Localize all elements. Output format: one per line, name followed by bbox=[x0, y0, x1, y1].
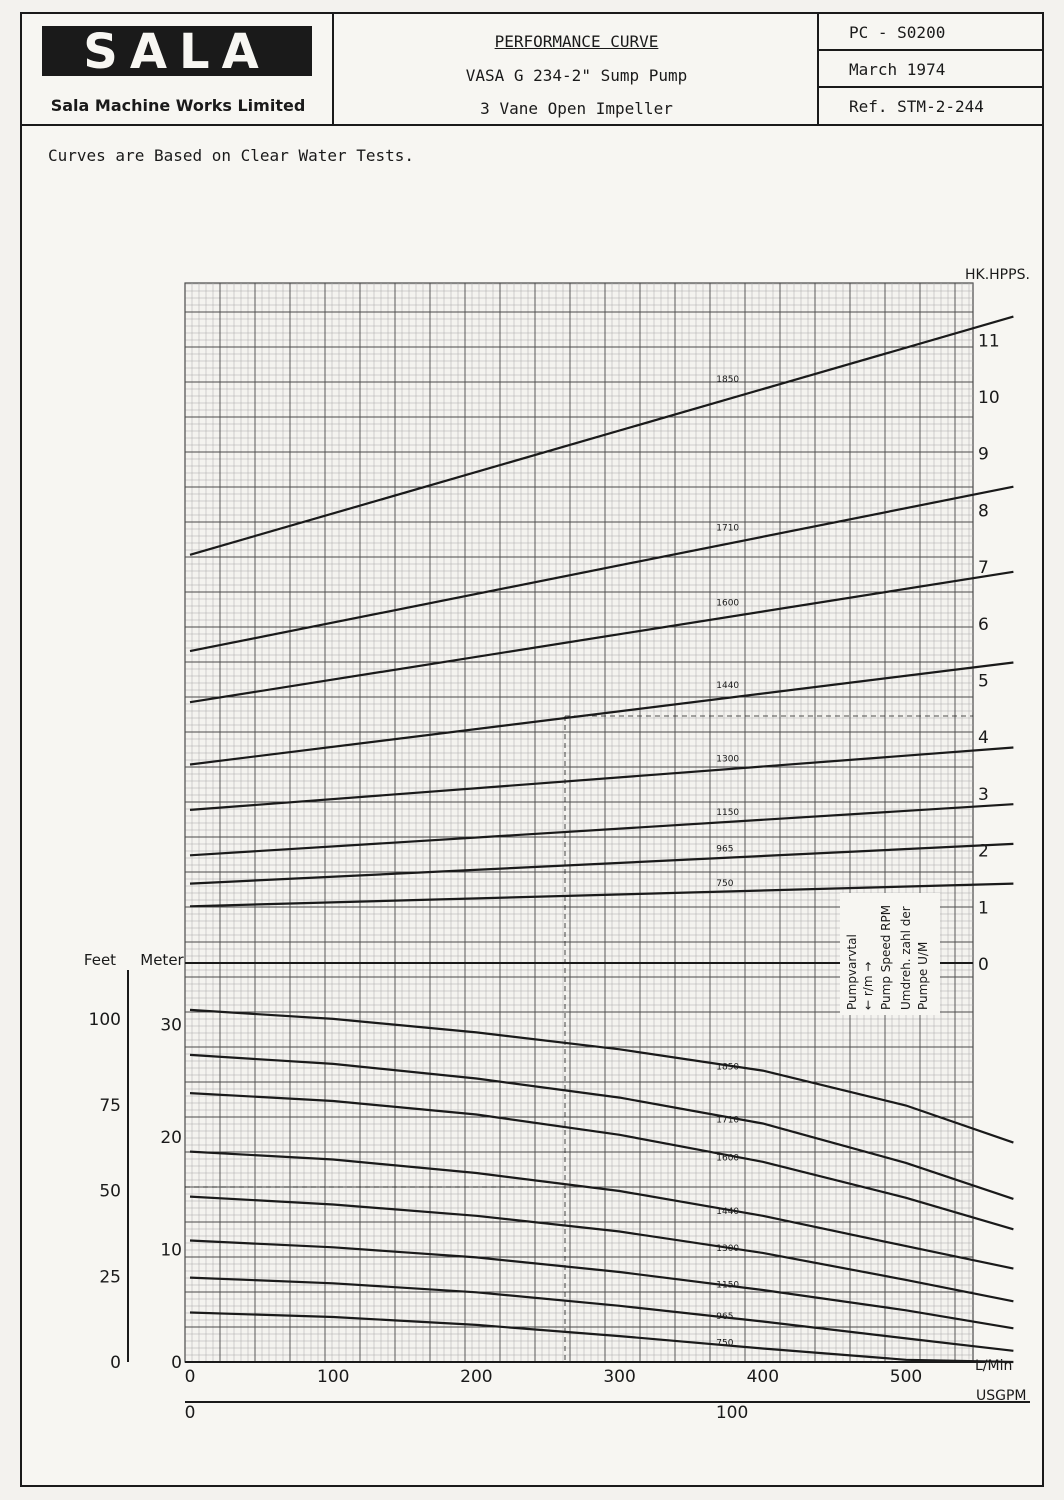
power-curve-label: 965 bbox=[716, 844, 734, 855]
document-code: PC - S0200 bbox=[819, 14, 1042, 51]
head-curve-label: 1710 bbox=[716, 1115, 740, 1126]
document-date: March 1974 bbox=[819, 51, 1042, 88]
power-curve-label: 1710 bbox=[716, 523, 740, 534]
power-tick-label: 6 bbox=[978, 614, 989, 635]
meter-axis-label: Meter bbox=[140, 951, 184, 969]
impeller-type: 3 Vane Open Impeller bbox=[480, 99, 673, 118]
head-curve-label: 1150 bbox=[716, 1280, 740, 1291]
power-tick-label: 5 bbox=[978, 671, 989, 692]
power-tick-label: 1 bbox=[978, 898, 989, 919]
head-curve-label: 750 bbox=[716, 1338, 734, 1349]
head-curve-label: 1440 bbox=[716, 1207, 740, 1218]
pump-model: VASA G 234-2" Sump Pump bbox=[465, 66, 688, 85]
head-curve-label: 1300 bbox=[716, 1244, 740, 1255]
power-curve-label: 1150 bbox=[716, 808, 740, 819]
power-tick-label: 10 bbox=[978, 388, 1000, 408]
x-tick-label: 200 bbox=[460, 1367, 493, 1387]
feet-tick-label: 100 bbox=[88, 1010, 121, 1031]
power-tick-label: 9 bbox=[978, 444, 989, 465]
feet-tick-label: 75 bbox=[99, 1095, 121, 1116]
x-tick-label: 100 bbox=[316, 1367, 350, 1387]
feet-tick-label: 50 bbox=[99, 1181, 121, 1202]
feet-axis-label: Feet bbox=[83, 951, 117, 969]
power-curve-label: 1300 bbox=[716, 754, 740, 765]
power-axis-label: HK.HPPS. bbox=[965, 267, 1030, 283]
power-curve-label: 1440 bbox=[716, 681, 740, 692]
power-curve-label: 1600 bbox=[716, 598, 740, 609]
usgpm-tick-label: 0 bbox=[184, 1403, 196, 1423]
power-tick-label: 7 bbox=[978, 558, 989, 579]
power-curve-label: 750 bbox=[716, 879, 734, 890]
test-note: Curves are Based on Clear Water Tests. bbox=[48, 146, 415, 165]
speed-legend-line: Pump Speed RPM bbox=[879, 904, 893, 1010]
power-tick-label: 2 bbox=[978, 841, 989, 862]
x-axis-unit-label: L/Min bbox=[975, 1358, 1013, 1374]
head-curve-label: 1850 bbox=[716, 1062, 740, 1073]
speed-legend-line: Pumpvarvtal bbox=[845, 934, 859, 1010]
power-tick-label: 0 bbox=[978, 955, 989, 975]
company-name: Sala Machine Works Limited bbox=[50, 96, 306, 115]
power-curve-label: 1850 bbox=[716, 374, 740, 385]
document-reference: Ref. STM-2-244 bbox=[849, 97, 984, 116]
power-tick-label: 11 bbox=[978, 331, 1000, 352]
feet-tick-label: 0 bbox=[110, 1353, 121, 1373]
power-tick-label: 8 bbox=[978, 501, 989, 522]
document-title: PERFORMANCE CURVE bbox=[494, 32, 659, 51]
head-curve-label: 965 bbox=[716, 1311, 734, 1322]
x-tick-label: 500 bbox=[889, 1367, 923, 1387]
speed-legend-line: Pumpe U/M bbox=[916, 941, 930, 1010]
usgpm-axis-label: USGPM bbox=[976, 1388, 1027, 1404]
meter-tick-label: 0 bbox=[171, 1353, 182, 1373]
power-tick-label: 3 bbox=[978, 784, 989, 805]
power-tick-label: 4 bbox=[978, 728, 989, 749]
x-tick-label: 300 bbox=[603, 1367, 636, 1387]
svg-text:SALA: SALA bbox=[83, 26, 271, 76]
usgpm-tick-label: 100 bbox=[715, 1403, 749, 1423]
meter-tick-label: 30 bbox=[160, 1015, 182, 1036]
x-tick-label: 0 bbox=[184, 1367, 196, 1387]
head-curve-label: 1600 bbox=[716, 1153, 740, 1164]
x-tick-label: 400 bbox=[746, 1367, 780, 1387]
speed-legend-line: Umdreh. zahl der bbox=[899, 906, 913, 1010]
meter-tick-label: 10 bbox=[160, 1240, 182, 1261]
feet-tick-label: 25 bbox=[99, 1267, 121, 1288]
meter-tick-label: 20 bbox=[160, 1128, 182, 1148]
speed-legend-line: ← r/m → bbox=[861, 961, 875, 1010]
